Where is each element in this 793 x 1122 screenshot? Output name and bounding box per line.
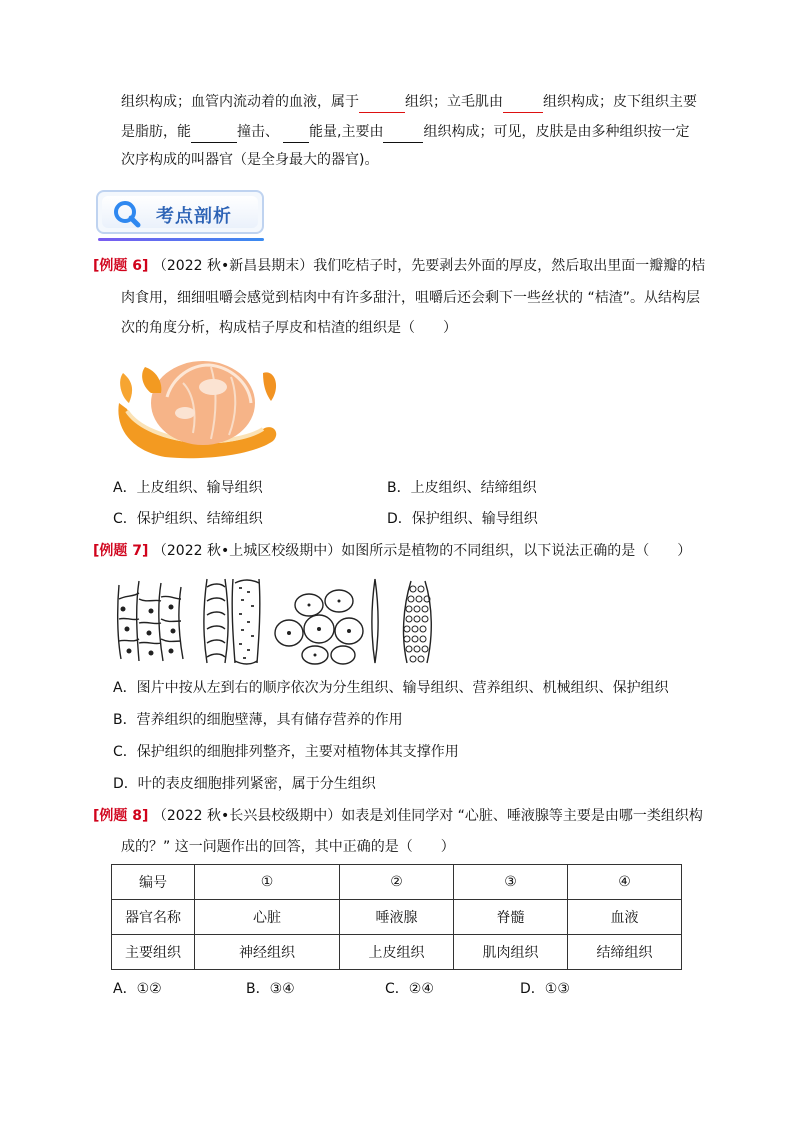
ex8-option-c[interactable]: C．②④ (385, 981, 434, 997)
question-text: （2022 秋•上城区校级期中）如图所示是植物的不同组织，以下说法正确的是（ ） (152, 543, 692, 559)
ex7-line-1 (93, 541, 691, 561)
badge-underline (98, 238, 264, 241)
section-title: 考点剖析 (156, 206, 232, 227)
ex6-line-3: 次的角度分析，构成桔子厚皮和桔渣的组织是（ ） (121, 320, 457, 336)
table-cell: 肌肉组织 (454, 935, 568, 970)
ex6-option-a[interactable]: A．上皮组织、输导组织 (113, 480, 263, 496)
organ-table (111, 864, 682, 970)
example-tag: [例题 6] (93, 258, 149, 274)
table-cell: 神经组织 (195, 935, 340, 970)
ex8-option-b[interactable]: B．③④ (246, 981, 295, 997)
table-cell: ④ (568, 865, 682, 900)
answer-blank[interactable] (503, 92, 543, 113)
table-cell: 器官名称 (112, 900, 195, 935)
intro-text: 撞击、 (237, 124, 279, 140)
table-cell: ③ (454, 865, 568, 900)
question-text: （2022 秋•新昌县期末）我们吃桔子时，先要剥去外面的厚皮，然后取出里面一瓣瓣的桔 (152, 258, 706, 274)
table-cell: 唾液腺 (340, 900, 454, 935)
example-tag: [例题 7] (93, 543, 149, 559)
magnifier-icon (112, 199, 142, 229)
intro-text: 组织；立毛肌由 (405, 94, 503, 110)
table-cell: 血液 (568, 900, 682, 935)
table-cell: 主要组织 (112, 935, 195, 970)
intro-text: 组织构成；可见，皮肤是由多种组织按一定 (423, 124, 690, 140)
ex8-line-2: 成的？” 这一问题作出的回答，其中正确的是（ ） (121, 839, 455, 855)
example-tag: [例题 8] (93, 808, 149, 824)
answer-blank[interactable] (359, 92, 405, 113)
table-cell: 结缔组织 (568, 935, 682, 970)
question-text: （2022 秋•长兴县校级期中）如表是刘佳同学对 “心脏、唾液腺等主要是由哪一类组织构 (152, 808, 703, 824)
ex8-line-1 (93, 806, 703, 826)
section-badge (96, 190, 264, 234)
table-cell: 脊髓 (454, 900, 568, 935)
table-row (112, 935, 682, 970)
ex7-option-d[interactable]: D．叶的表皮细胞排列紧密，属于分生组织 (113, 776, 376, 792)
answer-blank[interactable] (383, 122, 423, 143)
table-row (112, 865, 682, 900)
intro-text: 能量,主要由 (309, 124, 384, 140)
table-cell: 上皮组织 (340, 935, 454, 970)
intro-text: 组织构成；血管内流动着的血液，属于 (121, 94, 359, 110)
ex8-option-a[interactable]: A．①② (113, 981, 162, 997)
intro-text: 是脂肪，能 (121, 124, 191, 140)
answer-blank[interactable] (191, 122, 237, 143)
table-cell: ① (195, 865, 340, 900)
ex8-option-d[interactable]: D．①③ (520, 981, 570, 997)
ex7-option-a[interactable]: A．图片中按从左到右的顺序依次为分生组织、输导组织、营养组织、机械组织、保护组织 (113, 680, 669, 696)
ex6-line-2: 肉食用，细细咀嚼会感觉到桔肉中有许多甜汁，咀嚼后还会剩下一些丝状的 “桔渣”。从结构层 (121, 290, 700, 306)
ex7-option-c[interactable]: C．保护组织的细胞排列整齐，主要对植物体其支撑作用 (113, 744, 459, 760)
intro-line-1 (121, 92, 697, 113)
answer-blank[interactable] (283, 122, 309, 143)
ex6-option-d[interactable]: D．保护组织、输导组织 (387, 511, 538, 527)
plant-tissue-figure (113, 577, 443, 665)
intro-line-3: 次序构成的叫器官（是全身最大的器官)。 (121, 152, 379, 168)
orange-image (113, 353, 283, 463)
table-cell: 心脏 (195, 900, 340, 935)
ex6-option-b[interactable]: B．上皮组织、结缔组织 (387, 480, 537, 496)
ex6-option-c[interactable]: C．保护组织、结缔组织 (113, 511, 263, 527)
intro-line-2 (121, 122, 689, 143)
intro-text: 组织构成；皮下组织主要 (543, 94, 697, 110)
table-row (112, 900, 682, 935)
table-cell: ② (340, 865, 454, 900)
ex6-line-1 (93, 256, 705, 276)
ex7-option-b[interactable]: B．营养组织的细胞壁薄，具有储存营养的作用 (113, 712, 403, 728)
table-cell: 编号 (112, 865, 195, 900)
